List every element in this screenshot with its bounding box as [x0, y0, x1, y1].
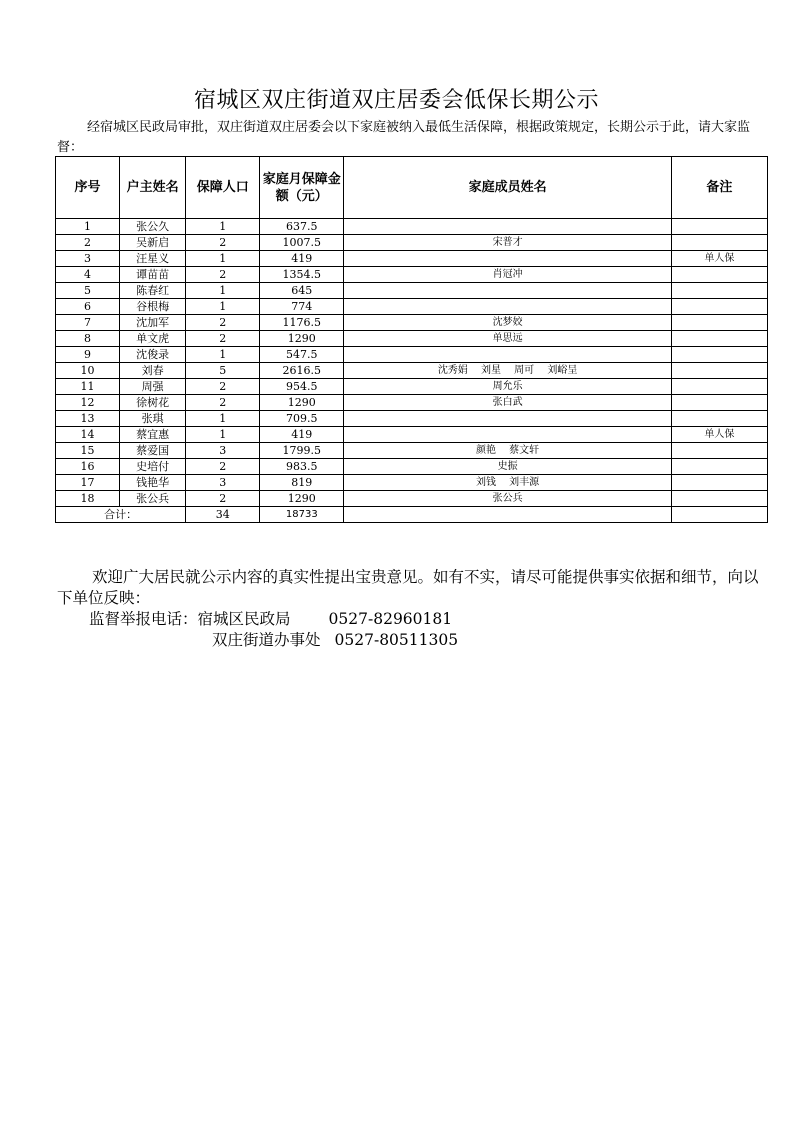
- cell-note: [671, 459, 767, 475]
- cell-note: [671, 379, 767, 395]
- cell-amount: 1354.5: [260, 267, 344, 283]
- cell-head-name: 蔡爱国: [120, 443, 186, 459]
- footer-paragraph: 欢迎广大居民就公示内容的真实性提出宝贵意见。如有不实，请尽可能提供事实依据和细节，向以下单位反映：: [57, 568, 759, 607]
- table-row: [56, 427, 768, 443]
- table-row: [56, 395, 768, 411]
- cell-persons: 2: [186, 395, 260, 411]
- cell-persons: 1: [186, 427, 260, 443]
- cell-seq: 1: [56, 219, 120, 235]
- cell-persons: 2: [186, 267, 260, 283]
- cell-members: [344, 427, 671, 443]
- table-header-row: [56, 157, 768, 219]
- allowance-table: [55, 156, 768, 523]
- cell-note: [671, 443, 767, 459]
- footer: [57, 567, 772, 651]
- cell-members: 颜艳 蔡文轩: [344, 443, 671, 459]
- cell-note: [671, 299, 767, 315]
- cell-persons: 3: [186, 443, 260, 459]
- total-label: 合计：: [56, 507, 186, 523]
- table-row: [56, 491, 768, 507]
- hotline-label: 监督举报电话：: [89, 610, 198, 628]
- cell-persons: 5: [186, 363, 260, 379]
- cell-members: [344, 299, 671, 315]
- header-head-name: 户主姓名: [120, 157, 186, 219]
- cell-note: [671, 283, 767, 299]
- cell-head-name: 吴新启: [120, 235, 186, 251]
- cell-head-name: 钱艳华: [120, 475, 186, 491]
- cell-head-name: 张公久: [120, 219, 186, 235]
- cell-persons: 1: [186, 219, 260, 235]
- total-amount: 18733: [260, 507, 344, 523]
- cell-seq: 9: [56, 347, 120, 363]
- cell-seq: 12: [56, 395, 120, 411]
- cell-members: 宋普才: [344, 235, 671, 251]
- cell-members: [344, 219, 671, 235]
- cell-head-name: 史培付: [120, 459, 186, 475]
- cell-seq: 10: [56, 363, 120, 379]
- cell-members: 沈秀娟 刘星 周可 刘峪呈: [344, 363, 671, 379]
- cell-head-name: 谭苗苗: [120, 267, 186, 283]
- table-row: [56, 235, 768, 251]
- cell-persons: 1: [186, 347, 260, 363]
- table-row: [56, 251, 768, 267]
- cell-members: 沈梦姣: [344, 315, 671, 331]
- header-persons: 保障人口: [186, 157, 260, 219]
- table-total-row: [56, 507, 768, 523]
- table-row: [56, 475, 768, 491]
- cell-amount: 774: [260, 299, 344, 315]
- cell-persons: 2: [186, 459, 260, 475]
- cell-head-name: 刘春: [120, 363, 186, 379]
- cell-amount: 419: [260, 251, 344, 267]
- cell-head-name: 蔡宜惠: [120, 427, 186, 443]
- table-row: [56, 299, 768, 315]
- total-members-cell: [344, 507, 671, 523]
- cell-head-name: 沈加军: [120, 315, 186, 331]
- cell-note: [671, 347, 767, 363]
- cell-amount: 645: [260, 283, 344, 299]
- cell-head-name: 张公兵: [120, 491, 186, 507]
- cell-persons: 1: [186, 251, 260, 267]
- cell-seq: 17: [56, 475, 120, 491]
- table-row: [56, 267, 768, 283]
- cell-members: 张公兵: [344, 491, 671, 507]
- cell-persons: 2: [186, 379, 260, 395]
- cell-persons: 3: [186, 475, 260, 491]
- table-body: [56, 219, 768, 507]
- cell-note: [671, 411, 767, 427]
- cell-seq: 5: [56, 283, 120, 299]
- cell-persons: 2: [186, 235, 260, 251]
- cell-note: [671, 363, 767, 379]
- table-row: [56, 331, 768, 347]
- cell-amount: 1799.5: [260, 443, 344, 459]
- cell-persons: 1: [186, 411, 260, 427]
- cell-amount: 1290: [260, 491, 344, 507]
- cell-note: 单人保: [671, 427, 767, 443]
- table-row: [56, 379, 768, 395]
- cell-amount: 709.5: [260, 411, 344, 427]
- cell-persons: 1: [186, 283, 260, 299]
- cell-amount: 2616.5: [260, 363, 344, 379]
- cell-persons: 2: [186, 491, 260, 507]
- table-row: [56, 443, 768, 459]
- cell-note: 单人保: [671, 251, 767, 267]
- cell-members: 张白武: [344, 395, 671, 411]
- cell-seq: 4: [56, 267, 120, 283]
- cell-head-name: 沈俊录: [120, 347, 186, 363]
- cell-head-name: 汪星义: [120, 251, 186, 267]
- cell-note: [671, 395, 767, 411]
- cell-seq: 16: [56, 459, 120, 475]
- cell-amount: 547.5: [260, 347, 344, 363]
- intro-paragraph: 经宿城区民政局审批，双庄街道双庄居委会以下家庭被纳入最低生活保障，根据政策规定，长期公示于此，请大家监督：: [57, 120, 751, 155]
- cell-head-name: 周强: [120, 379, 186, 395]
- cell-note: [671, 491, 767, 507]
- cell-note: [671, 475, 767, 491]
- cell-amount: 983.5: [260, 459, 344, 475]
- cell-amount: 1176.5: [260, 315, 344, 331]
- cell-seq: 15: [56, 443, 120, 459]
- cell-seq: 2: [56, 235, 120, 251]
- cell-members: 刘钱 刘丰源: [344, 475, 671, 491]
- cell-members: 史振: [344, 459, 671, 475]
- cell-amount: 1290: [260, 331, 344, 347]
- cell-members: 单思远: [344, 331, 671, 347]
- cell-seq: 8: [56, 331, 120, 347]
- cell-persons: 2: [186, 331, 260, 347]
- cell-seq: 3: [56, 251, 120, 267]
- cell-seq: 7: [56, 315, 120, 331]
- cell-head-name: 陈春红: [120, 283, 186, 299]
- cell-members: [344, 347, 671, 363]
- cell-members: 周允乐: [344, 379, 671, 395]
- cell-note: [671, 235, 767, 251]
- cell-seq: 11: [56, 379, 120, 395]
- cell-note: [671, 219, 767, 235]
- hotline-line-1: [57, 609, 772, 630]
- cell-seq: 14: [56, 427, 120, 443]
- cell-members: [344, 283, 671, 299]
- cell-amount: 419: [260, 427, 344, 443]
- cell-members: 肖冠冲: [344, 267, 671, 283]
- cell-members: [344, 411, 671, 427]
- page-title: 宿城区双庄街道双庄居委会低保长期公示: [193, 88, 599, 113]
- tel-street-office: 0527-80511305: [334, 631, 459, 649]
- hotline-line-2: [57, 630, 772, 651]
- cell-seq: 18: [56, 491, 120, 507]
- cell-head-name: 张琪: [120, 411, 186, 427]
- cell-amount: 1007.5: [260, 235, 344, 251]
- cell-head-name: 单文虎: [120, 331, 186, 347]
- cell-head-name: 徐树花: [120, 395, 186, 411]
- cell-amount: 819: [260, 475, 344, 491]
- cell-seq: 6: [56, 299, 120, 315]
- total-note-cell: [671, 507, 767, 523]
- table-row: [56, 315, 768, 331]
- table-row: [56, 411, 768, 427]
- header-seq: 序号: [56, 157, 120, 219]
- tel-civil-affairs: 0527-82960181: [328, 610, 453, 628]
- cell-note: [671, 315, 767, 331]
- cell-amount: 637.5: [260, 219, 344, 235]
- table-row: [56, 219, 768, 235]
- header-note: 备注: [671, 157, 767, 219]
- org-civil-affairs: 宿城区民政局: [197, 610, 291, 628]
- table-row: [56, 363, 768, 379]
- cell-persons: 2: [186, 315, 260, 331]
- cell-persons: 1: [186, 299, 260, 315]
- table-row: [56, 347, 768, 363]
- cell-head-name: 谷根梅: [120, 299, 186, 315]
- org-street-office: 双庄街道办事处: [212, 631, 321, 649]
- table-row: [56, 283, 768, 299]
- cell-members: [344, 251, 671, 267]
- cell-amount: 1290: [260, 395, 344, 411]
- table-row: [56, 459, 768, 475]
- cell-amount: 954.5: [260, 379, 344, 395]
- cell-note: [671, 331, 767, 347]
- total-persons: 34: [186, 507, 260, 523]
- cell-seq: 13: [56, 411, 120, 427]
- header-members: 家庭成员姓名: [344, 157, 671, 219]
- header-amount: 家庭月保障金额（元）: [260, 157, 344, 219]
- cell-note: [671, 267, 767, 283]
